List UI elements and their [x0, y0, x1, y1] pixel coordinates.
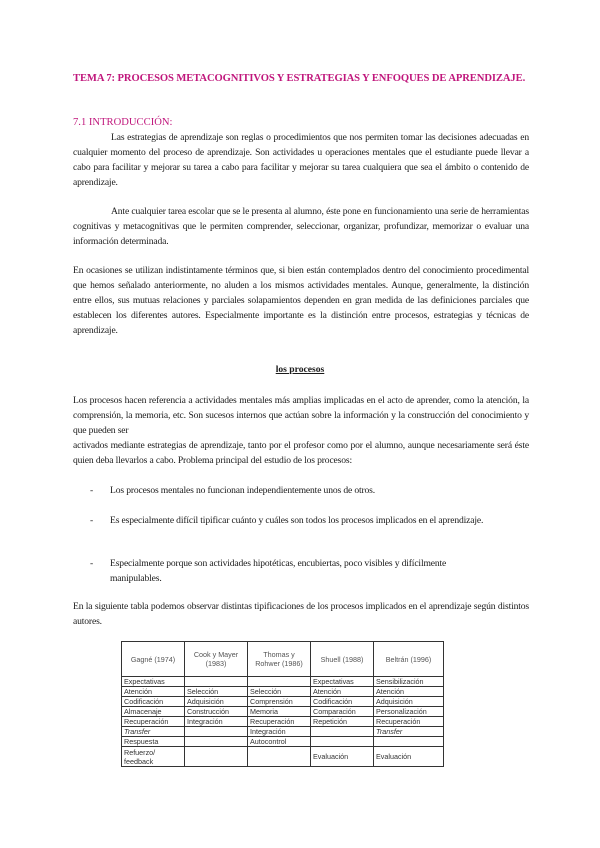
- table-cell: Comparación: [311, 707, 374, 717]
- table-row: [122, 707, 444, 717]
- table-cell: [248, 747, 311, 767]
- column-header: Shuell (1988): [311, 642, 374, 677]
- table-cell: Expectativas: [311, 677, 374, 687]
- intro-paragraph-3: En ocasiones se utilizan indistintamente términos que, si bien están contemplados dentro del conocimiento procedimental que hemos señalado anteriormente, no aluden a los mismos actividades mentales. Aunque, generalmente, la distinción entre ellos, sus mutuas relaciones y parciales solapamientos dependen en gran medida de las definiciones parciales que establecen los diferentes autores. Especialmente importante es la distinción entre procesos, estrategias y técnicas de aprendizaje.: [73, 265, 529, 337]
- table-row: [122, 727, 444, 737]
- table-cell: Codificación: [122, 697, 185, 707]
- section-heading: 7.1 INTRODUCCIÓN:: [73, 117, 173, 128]
- table-cell: Sensibilización: [374, 677, 444, 687]
- table-cell: Construcción: [185, 707, 248, 717]
- intro-paragraph-2: Ante cualquier tarea escolar que se le presenta al alumno, éste pone en funcionamiento una serie de herramientas cognitivas y metacognitivas que le permiten comprender, seleccionar, organizar, profundizar, memorizar o evaluar una información determinada.: [73, 206, 529, 248]
- table-cell: Integración: [248, 727, 311, 737]
- column-header: Thomas y Rohwer (1986): [248, 642, 311, 677]
- column-header: Cook y Mayer (1983): [185, 642, 248, 677]
- table-cell: Recuperación: [374, 717, 444, 727]
- bullet-text: Especialmente porque son actividades hipotéticas, encubiertas, poco visibles y difícilmente manipulables.: [110, 558, 447, 585]
- table-header-row: [122, 642, 444, 677]
- chapter-title: TEMA 7: PROCESOS METACOGNITIVOS Y ESTRATEGIAS Y ENFOQUES DE APRENDIZAJE.: [73, 73, 526, 84]
- table-row: [122, 677, 444, 687]
- table-intro: En la siguiente tabla podemos observar distintas tipificaciones de los procesos implicados en el aprendizaje según distintos autores.: [73, 601, 529, 628]
- table-cell: Almacenaje: [122, 707, 185, 717]
- table-cell: Memoria: [248, 707, 311, 717]
- table-cell: [311, 737, 374, 747]
- table-cell: [185, 737, 248, 747]
- process-typology-table: [121, 641, 444, 767]
- table-cell: Adquisición: [374, 697, 444, 707]
- table-cell: Adquisición: [185, 697, 248, 707]
- column-header: Beltrán (1996): [374, 642, 444, 677]
- intro-paragraph-1: Las estrategias de aprendizaje son reglas o procedimientos que nos permiten tomar las decisiones adecuadas en cualquier momento del proceso de aprendizaje. Son actividades u operaciones mentales que el estudiante puede llevar a cabo para facilitar y mejorar su tarea a cabo para facilitar y mejorar su tarea cualquiera que sea el ámbito o contenido de aprendizaje.: [73, 132, 529, 189]
- table-cell: Respuesta: [122, 737, 185, 747]
- table-cell: Atención: [311, 687, 374, 697]
- column-header: Gagné (1974): [122, 642, 185, 677]
- table-cell: Evaluación: [311, 747, 374, 767]
- table-cell: Personalización: [374, 707, 444, 717]
- bullet-dash: -: [90, 485, 94, 496]
- table-cell: Comprensión: [248, 697, 311, 707]
- table-cell: Selección: [248, 687, 311, 697]
- bullet-item: [90, 483, 490, 498]
- table-row: [122, 747, 444, 767]
- table-cell: Repetición: [311, 717, 374, 727]
- table-row: [122, 687, 444, 697]
- table-cell: Evaluación: [374, 747, 444, 767]
- processes-title: los procesos: [275, 364, 325, 375]
- processes-paragraph-2: activados mediante estrategias de aprendizaje, tanto por el profesor como por el alumno, aunque necesariamente será éste quien deba llevarlos a cabo. Problema principal del estudio de los procesos:: [73, 440, 529, 467]
- bullet-dash: -: [90, 515, 94, 526]
- table-cell: Recuperación: [248, 717, 311, 727]
- table-cell: Transfer: [374, 727, 444, 737]
- table-cell: Recuperación: [122, 717, 185, 727]
- table-cell: Codificación: [311, 697, 374, 707]
- table-row: [122, 737, 444, 747]
- table-cell: [374, 737, 444, 747]
- table-cell: Refuerzo/ feedback: [122, 747, 185, 767]
- bullet-item: [90, 556, 490, 586]
- table-cell: Selección: [185, 687, 248, 697]
- bullet-dash: -: [90, 558, 94, 569]
- bullet-item: [90, 513, 490, 528]
- table-row: [122, 697, 444, 707]
- table-cell: [311, 727, 374, 737]
- table-cell: [185, 677, 248, 687]
- table-cell: Expectativas: [122, 677, 185, 687]
- bullet-text: Los procesos mentales no funcionan independientemente unos de otros.: [110, 485, 376, 496]
- table-cell: Autocontrol: [248, 737, 311, 747]
- table-cell: Transfer: [122, 727, 185, 737]
- table-cell: [185, 747, 248, 767]
- table-cell: Atención: [122, 687, 185, 697]
- processes-paragraph-1: Los procesos hacen referencia a actividades mentales más amplias implicadas en el acto de aprender, como la atención, la comprensión, la memoria, etc. Son sucesos internos que actúan sobre la información y la construcción del conocimiento y que pueden ser: [73, 395, 529, 437]
- bullet-text: Es especialmente difícil tipificar cuánto y cuáles son todos los procesos implicados en el aprendizaje.: [110, 515, 484, 526]
- table-cell: Integración: [185, 717, 248, 727]
- table-cell: Atención: [374, 687, 444, 697]
- table-cell: [248, 677, 311, 687]
- table-cell: [185, 727, 248, 737]
- table-row: [122, 717, 444, 727]
